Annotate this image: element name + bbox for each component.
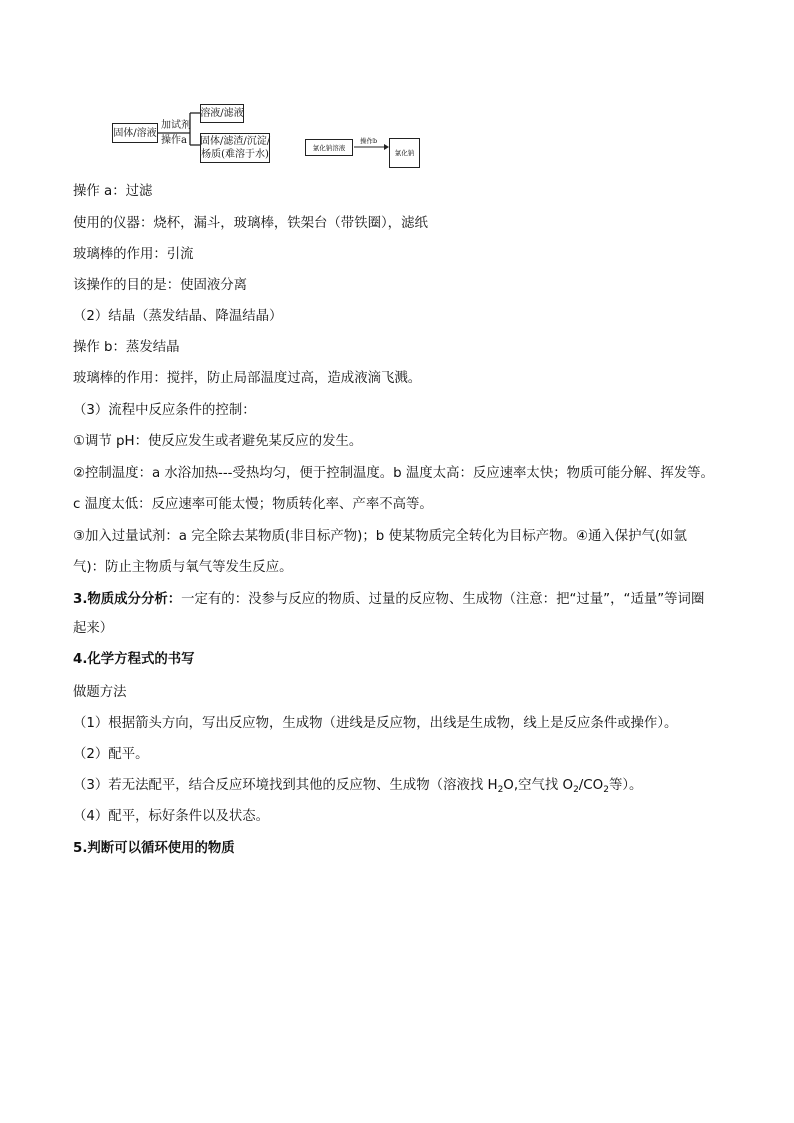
section4-step3 [73,777,642,795]
step3-part-b: O,空气找 O [503,778,574,793]
line-protective-gas: 气)：防止主物质与氧气等发生反应。 [73,560,293,575]
section3-heading: 3.物质成分分析： [73,592,182,607]
section4-heading: 4.化学方程式的书写 [73,652,195,667]
line-temperature-low: c 温度太低：反应速率可能太慢；物质转化率、产率不高等。 [73,497,433,512]
section4-step4: （4）配平，标好条件以及状态。 [73,809,269,824]
line-instruments: 使用的仪器：烧杯，漏斗，玻璃棒，铁架台（带铁圈），滤纸 [73,216,428,231]
step3-sub-3: 2 [603,785,609,795]
section4-step2: （2）配平。 [73,747,149,762]
section5-heading: 5.判断可以循环使用的物质 [73,841,235,856]
salt-solution-box: 氯化钠溶液 [305,139,353,156]
step3-sub-1: 2 [497,785,504,795]
separation-flow-diagram [0,0,300,180]
line-ph: ①调节 pH：使反应发生或者避免某反应的发生。 [73,434,363,449]
line-rod-function-1: 玻璃棒的作用：引流 [73,247,194,262]
step3-part-d: 等）。 [608,778,643,793]
section3-line-2: 起来） [73,621,114,636]
section4-method: 做题方法 [73,685,127,700]
section3-line [73,591,704,609]
line-operation-b: 操作 b：蒸发结晶 [73,340,180,355]
filtrate-box: 溶液/滤液 [200,104,244,123]
evaporation-flow-diagram [300,130,430,175]
line-excess-reagent: ③加入过量试剂：a 完全除去某物质(非目标产物)；b 使某物质完全转化为目标产物。④通入保护气(如氩 [73,529,687,544]
operation-a-label: 操作a [161,135,187,146]
section3-text: 一定有的：没参与反应的物质、过量的反应物、生成物（注意：把“过量”，“适量”等词圈 [181,592,705,607]
line-crystallization: （2）结晶（蒸发结晶、降温结晶） [73,309,283,324]
solid-solution-box: 固体/溶液 [112,123,158,143]
line-rod-function-2: 玻璃棒的作用：搅拌，防止局部温度过高，造成液滴飞溅。 [73,371,422,386]
line-purpose: 该操作的目的是：使固液分离 [73,278,248,293]
step3-part-c: /CO [578,778,604,793]
residue-line-2: 杨质(难溶于水) [201,149,269,160]
residue-line-1: 固体/滤渣/沉淀/ [199,136,271,147]
line-condition-control: （3）流程中反应条件的控制： [73,403,256,418]
add-reagent-label: 加试剂 [161,120,191,131]
step3-sub-2: 2 [573,785,579,795]
operation-b-label: 操作b [360,137,378,145]
line-temperature: ②控制温度：a 水浴加热---受热均匀，便于控制温度。b 温度太高：反应速率太快；物质可能分解、挥发等。 [73,466,714,481]
line-operation-a: 操作 a：过滤 [73,184,153,199]
step3-part-a: （3）若无法配平，结合反应环境找到其他的反应物、生成物（溶液找 H [73,778,498,793]
salt-box: 氯化钠 [389,138,420,168]
residue-box [200,133,270,163]
section4-step1: （1）根据箭头方向，写出反应物，生成物（进线是反应物，出线是生成物，线上是反应条件或操作）。 [73,716,678,731]
